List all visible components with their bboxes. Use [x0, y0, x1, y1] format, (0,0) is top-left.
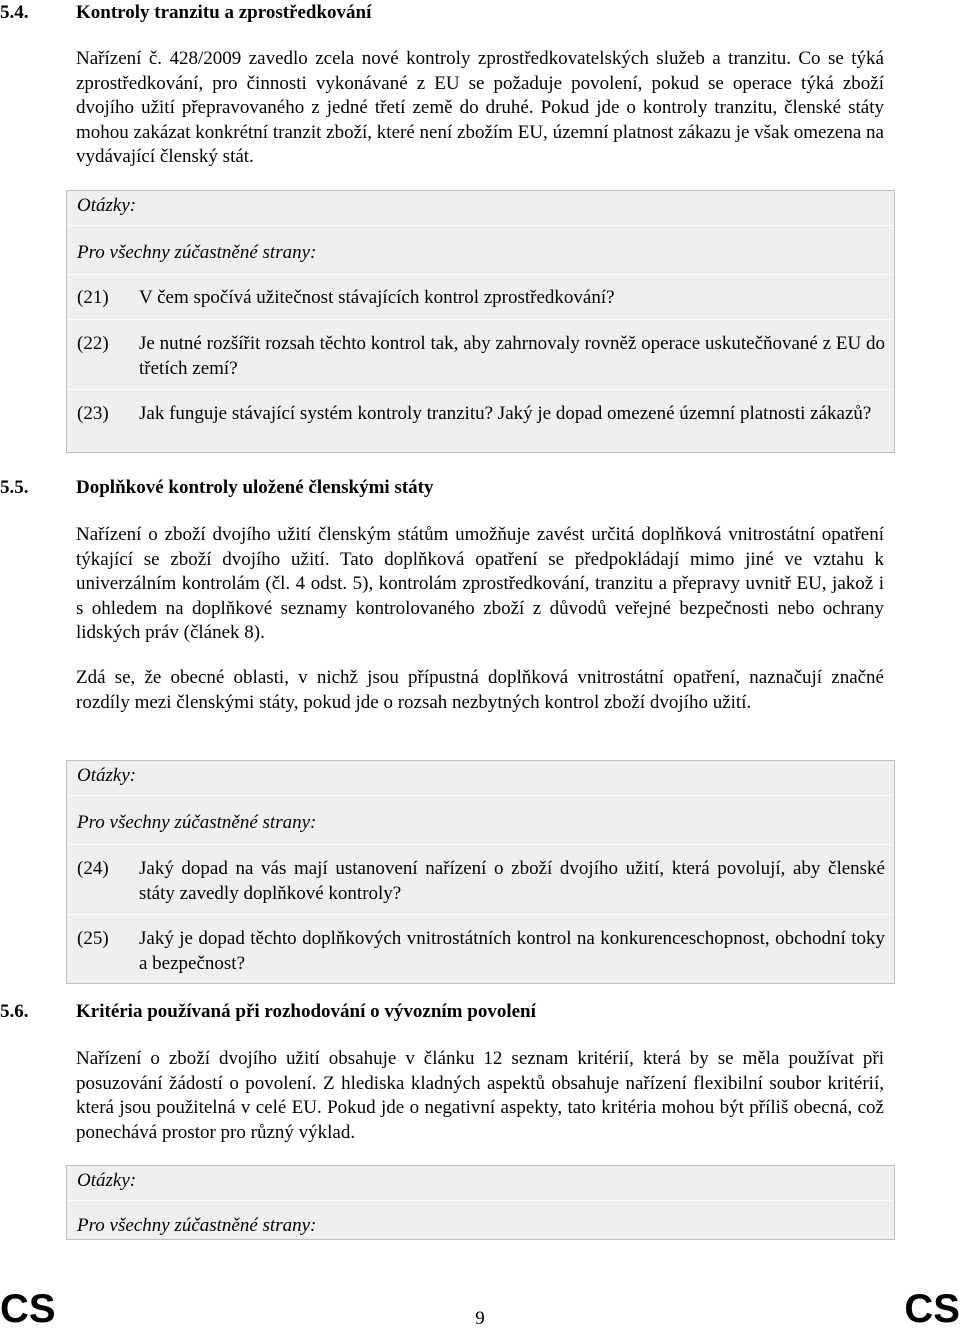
- page-number: 9: [475, 1308, 485, 1329]
- question-number: (22): [77, 333, 109, 354]
- question-24: [77, 857, 885, 906]
- question-text: Jaký dopad na vás mají ustanovení nařízení o zboží dvojího užití, která povolují, aby členské státy zavedly doplňkové kontroly?: [139, 858, 885, 904]
- section-number: 5.4.: [0, 2, 29, 23]
- all-parties-label: Pro všechny zúčastněné strany:: [77, 242, 317, 263]
- box-divider: [68, 1200, 893, 1201]
- question-number: (21): [77, 287, 109, 308]
- section-5-5-heading: [0, 476, 434, 500]
- question-text: Jak funguje stávající systém kontroly tranzitu? Jaký je dopad omezené územní platnosti zákazů?: [139, 403, 872, 424]
- section-5-4-heading: [0, 1, 372, 25]
- section-number: 5.6.: [0, 1001, 29, 1022]
- questions-label: Otázky:: [77, 765, 137, 786]
- question-21: [77, 286, 885, 311]
- box-divider: [68, 844, 893, 845]
- question-25: [77, 927, 885, 976]
- questions-box-1: [66, 190, 895, 453]
- footer-language-left: CS: [0, 1287, 56, 1331]
- box-divider: [68, 319, 893, 320]
- footer-language-right: CS: [904, 1287, 960, 1331]
- section-5-5-paragraph-1: Nařízení o zboží dvojího užití členským státům umožňuje zavést určitá doplňková vnitrostátní opatření týkající se zboží dvojího užití. Tato doplňková opatření se předpokládají mimo jiné ve vztahu k univerzálním kontrolám (čl. 4 odst. 5), kontrolám zprostředkování, tranzitu a přepravy uvnitř EU, jakož i s ohledem na doplňkové seznamy kontrolovaného zboží z důvodů veřejné bezpečnosti nebo ochrany lidských práv (článek 8).: [76, 524, 884, 644]
- section-title: Doplňkové kontroly uložené členskými státy: [76, 477, 434, 498]
- all-parties-label: Pro všechny zúčastněné strany:: [77, 812, 317, 833]
- question-number: (25): [77, 928, 109, 949]
- section-5-4-paragraph: Nařízení č. 428/2009 zavedlo zcela nové kontroly zprostředkovatelských služeb a tranzitu. Co se týká zprostředkování, pro činnosti vykonávané z EU se požaduje povolení, pokud se operace týká zboží dvojího užití přepravovaného z jedné třetí země do druhé. Pokud jde o kontroly tranzitu, členské státy mohou zakázat konkrétní tranzit zboží, které není zbožím EU, územní platnost zákazu je však omezena na vydávající členský stát.: [76, 48, 884, 168]
- question-text: Jaký je dopad těchto doplňkových vnitrostátních kontrol na konkurenceschopnost, obchodní toky a bezpečnost?: [139, 928, 885, 974]
- question-text: Je nutné rozšířit rozsah těchto kontrol tak, aby zahrnovaly rovněž operace uskutečňované z EU do třetích zemí?: [139, 333, 885, 379]
- questions-label: Otázky:: [77, 195, 137, 216]
- section-title: Kritéria používaná při rozhodování o vývozním povolení: [76, 1001, 536, 1022]
- section-number: 5.5.: [0, 477, 29, 498]
- question-text: V čem spočívá užitečnost stávajících kontrol zprostředkování?: [139, 287, 615, 308]
- question-number: (23): [77, 403, 109, 424]
- all-parties-label: Pro všechny zúčastněné strany:: [77, 1215, 317, 1236]
- question-22: [77, 332, 885, 381]
- question-number: (24): [77, 858, 109, 879]
- questions-box-3: [66, 1165, 895, 1240]
- box-divider: [68, 795, 893, 796]
- box-divider: [68, 914, 893, 915]
- questions-box-2: [66, 760, 895, 984]
- section-5-5-paragraph-2: Zdá se, že obecné oblasti, v nichž jsou přípustná doplňková vnitrostátní opatření, naznačují značné rozdíly mezi členskými státy, pokud jde o rozsah nezbytných kontrol zboží dvojího užití.: [76, 667, 884, 713]
- section-5-6-heading: [0, 1000, 536, 1024]
- section-title: Kontroly tranzitu a zprostředkování: [76, 2, 372, 23]
- box-divider: [68, 274, 893, 275]
- box-divider: [68, 389, 893, 390]
- section-5-6-paragraph: Nařízení o zboží dvojího užití obsahuje v článku 12 seznam kritérií, která by se měla používat při posuzování žádostí o povolení. Z hlediska kladných aspektů obsahuje nařízení flexibilní soubor kritérií, která jsou použitelná v celé EU. Pokud jde o negativní aspekty, tato kritéria mohou být příliš obecná, což ponechává prostor pro různý výklad.: [76, 1048, 884, 1143]
- questions-label: Otázky:: [77, 1170, 137, 1191]
- box-divider: [68, 225, 893, 226]
- question-23: [77, 402, 885, 427]
